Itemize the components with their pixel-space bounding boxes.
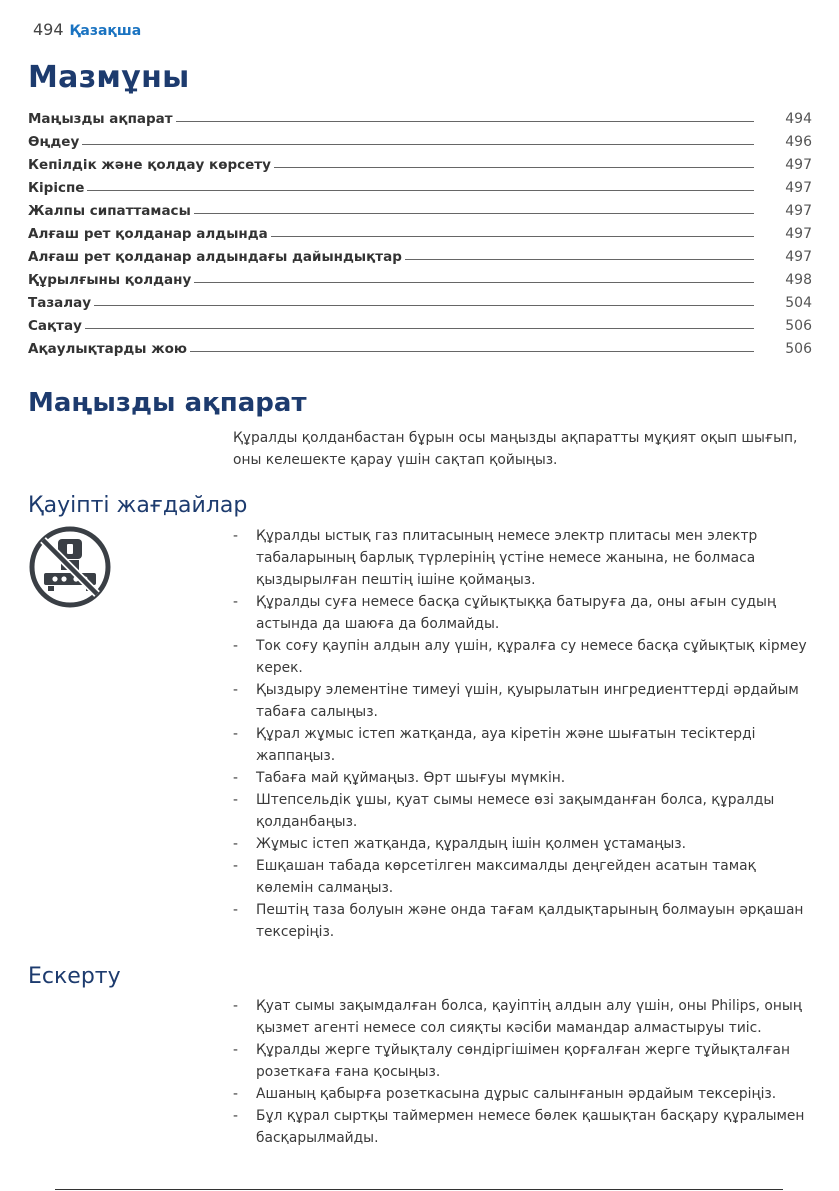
toc-entry-label: Алғаш рет қолданар алдында [28,226,268,242]
toc-entry [28,173,812,196]
bullet-text: Табаға май құймаңыз. Өрт шығуы мүмкін. [256,770,566,786]
toc-entry [28,219,812,242]
warning-item [233,1105,813,1149]
toc-entry-label: Ақаулықтарды жою [28,341,188,357]
bullet-dash: - [233,682,238,698]
bullet-text: Құрал жұмыс істеп жатқанда, ауа кіретін және шығатын тесіктерді жаппаңыз. [256,726,756,764]
bullet-dash: - [233,1042,238,1058]
toc-entry [28,150,812,173]
toc-leader [176,121,754,122]
danger-item [233,899,813,943]
toc-entry-label: Кепілдік және қолдау көрсету [28,157,271,173]
toc-entry [28,104,812,127]
bullet-dash: - [233,770,238,786]
toc-entry-page: 497 [785,226,812,242]
toc-entry-label: Жалпы сипаттамасы [28,203,191,219]
toc-entry-label: Құрылғыны қолдану [28,272,192,288]
toc-entry-page: 506 [785,341,812,357]
no-stovetop-icon [28,525,112,609]
toc-leader [274,167,754,168]
bullet-text: Құралды жерге тұйықталу сөндіргішімен қорғалған жерге тұйықталған розеткаға ғана қосыңыз. [256,1042,790,1080]
bullet-dash: - [233,1086,238,1102]
toc-entry [28,196,812,219]
toc-entry [28,334,812,357]
toc-leader [94,305,754,306]
toc-leader [82,144,754,145]
bullet-text: Пештің таза болуын және онда тағам қалдықтарының болмауын әрқашан тексеріңіз. [256,902,804,940]
bullet-text: Құралды ыстық газ плитасының немесе электр плитасы мен электр табаларының барлық түрлерінің үстіне немесе жанына, не болмаса қыздырылған пештің ішіне қоймаңыз. [256,528,758,588]
toc-title: Мазмұны [28,60,190,95]
toc-entry-page: 497 [785,203,812,219]
toc-entry-page: 494 [785,111,812,127]
danger-item [233,591,813,635]
footer-divider [55,1189,783,1190]
danger-item [233,723,813,767]
toc-leader [87,190,754,191]
danger-item [233,833,813,855]
page-header [33,20,141,39]
bullet-text: Қуат сымы зақымдалған болса, қауіптің алдын алу үшін, оны Philips, оның қызмет агенті немесе сол сияқты кәсіби мамандар алмастыруы тиіс. [256,998,802,1036]
toc-entry-label: Тазалау [28,295,92,311]
bullet-dash: - [233,836,238,852]
bullet-dash: - [233,726,238,742]
toc-entry-label: Алғаш рет қолданар алдындағы дайындықтар [28,249,402,265]
bullet-text: Ешқашан табада көрсетілген максималды деңгейден асатын тамақ көлемін салмаңыз. [256,858,756,896]
page-number: 494 [33,20,64,39]
toc-entry-page: 497 [785,180,812,196]
bullet-text: Штепсельдік ұшы, қуат сымы немесе өзі зақымданған болса, құралды қолданбаңыз. [256,792,775,830]
bullet-dash: - [233,792,238,808]
danger-item [233,635,813,679]
bullet-dash: - [233,638,238,654]
warning-list [233,995,813,1149]
danger-list [233,525,813,943]
toc-entry [28,288,812,311]
toc-leader [405,259,754,260]
danger-item [233,525,813,591]
toc-entry-page: 506 [785,318,812,334]
danger-item [233,679,813,723]
bullet-dash: - [233,858,238,874]
danger-item [233,767,813,789]
bullet-text: Ток соғу қаупін алдын алу үшін, құралға су немесе басқа сұйықтық кірмеу керек. [256,638,807,676]
danger-item [233,855,813,899]
toc-entry-page: 497 [785,249,812,265]
bullet-text: Бұл құрал сыртқы таймермен немесе бөлек қашықтан басқару құралымен басқарылмайды. [256,1108,805,1146]
bullet-dash: - [233,902,238,918]
toc-leader [194,213,754,214]
toc-entry-label: Кіріспе [28,180,85,196]
language-label: Қазақша [69,23,142,39]
warning-item [233,1083,813,1105]
bullet-dash: - [233,1108,238,1124]
danger-title: Қауіпті жағдайлар [28,493,248,518]
bullet-dash: - [233,998,238,1014]
toc-entry [28,127,812,150]
table-of-contents [28,104,812,357]
toc-entry-page: 504 [785,295,812,311]
toc-entry-label: Маңызды ақпарат [28,111,173,127]
warning-title: Ескерту [28,964,121,989]
toc-leader [271,236,754,237]
bullet-text: Жұмыс істеп жатқанда, құралдың ішін қолмен ұстамаңыз. [256,836,687,852]
toc-entry-label: Өңдеу [28,134,80,150]
toc-entry-page: 497 [785,157,812,173]
danger-item [233,789,813,833]
bullet-text: Ашаның қабырға розеткасына дұрыс салынғанын әрдайым тексеріңіз. [256,1086,777,1102]
toc-leader [85,328,754,329]
bullet-dash: - [233,594,238,610]
warning-item [233,995,813,1039]
bullet-text: Қыздыру элементіне тимеуі үшін, қуырылатын ингредиенттерді әрдайым табаға салыңыз. [256,682,799,720]
toc-entry-page: 498 [785,272,812,288]
toc-entry-page: 496 [785,134,812,150]
toc-entry [28,265,812,288]
toc-entry-label: Сақтау [28,318,82,334]
warning-item [233,1039,813,1083]
toc-leader [190,351,754,352]
important-info-intro: Құралды қолданбастан бұрын осы маңызды ақпаратты мұқият оқып шығып, оны келешекте қарау үшін сақтап қойыңыз. [233,430,798,468]
toc-entry [28,242,812,265]
toc-entry [28,311,812,334]
bullet-text: Құралды суға немесе басқа сұйықтыққа батыруға да, оны ағын судың астында да шаюға да болмайды. [256,594,777,632]
bullet-dash: - [233,528,238,544]
toc-leader [194,282,754,283]
important-info-title: Маңызды ақпарат [28,388,307,418]
